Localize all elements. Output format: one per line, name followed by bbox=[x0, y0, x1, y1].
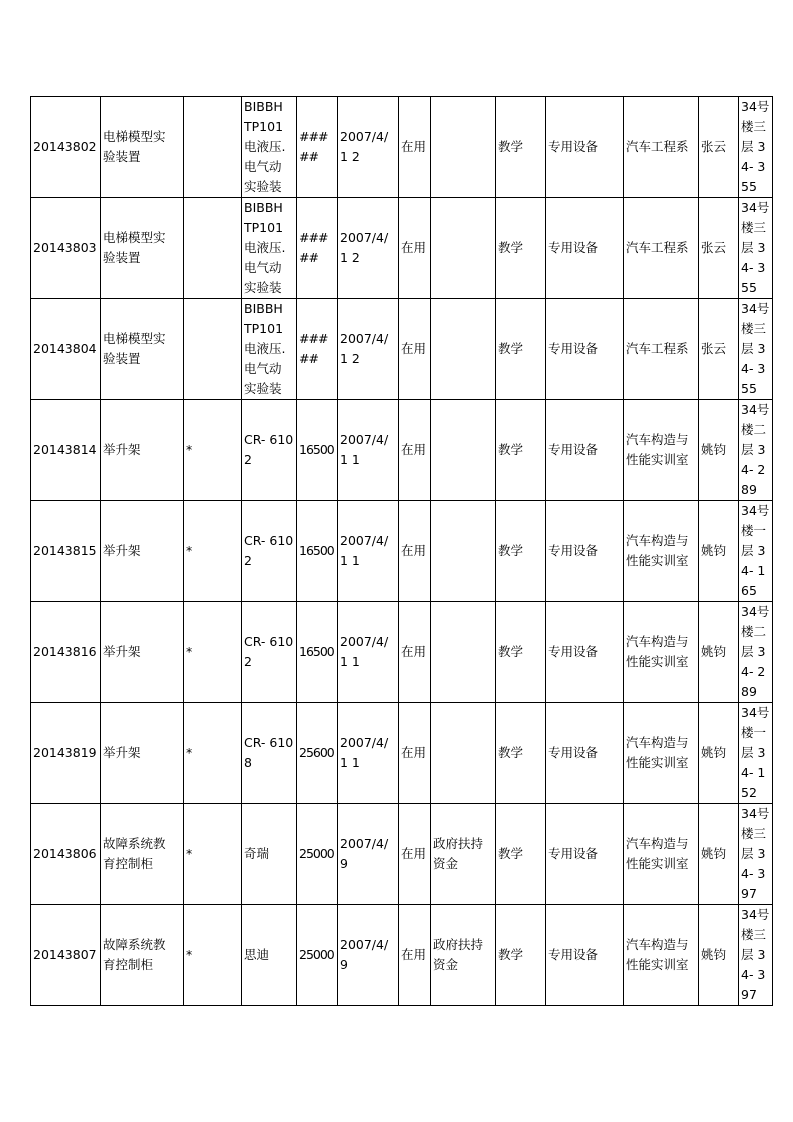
usage-cell: 教学 bbox=[496, 299, 546, 400]
date-cell: 2007/4/1 1 bbox=[338, 400, 399, 501]
date-cell: 2007/4/1 2 bbox=[338, 97, 399, 198]
table-body bbox=[31, 97, 773, 1006]
status-cell: 在用 bbox=[399, 400, 431, 501]
asset-id-cell: 20143803 bbox=[31, 198, 101, 299]
asset-name-cell: 举升架 bbox=[101, 501, 184, 602]
department-cell: 汽车构造与 性能实训室 bbox=[624, 905, 699, 1006]
table-row bbox=[31, 703, 773, 804]
mark-cell: * bbox=[184, 905, 242, 1006]
date-cell: 2007/4/9 bbox=[338, 804, 399, 905]
category-cell: 专用设备 bbox=[546, 299, 624, 400]
price-cell: ##### bbox=[297, 198, 338, 299]
status-cell: 在用 bbox=[399, 703, 431, 804]
location-cell: 34号 楼三 层 34- 397 bbox=[739, 804, 773, 905]
fund-source-cell bbox=[431, 400, 496, 501]
category-cell: 专用设备 bbox=[546, 703, 624, 804]
usage-cell: 教学 bbox=[496, 703, 546, 804]
category-cell: 专用设备 bbox=[546, 501, 624, 602]
keeper-cell: 姚钧 bbox=[699, 804, 739, 905]
usage-cell: 教学 bbox=[496, 400, 546, 501]
usage-cell: 教学 bbox=[496, 501, 546, 602]
model-cell: CR- 6102 bbox=[242, 602, 297, 703]
department-cell: 汽车构造与 性能实训室 bbox=[624, 501, 699, 602]
date-cell: 2007/4/1 1 bbox=[338, 501, 399, 602]
price-cell: 16500 bbox=[297, 501, 338, 602]
status-cell: 在用 bbox=[399, 804, 431, 905]
keeper-cell: 姚钧 bbox=[699, 400, 739, 501]
date-cell: 2007/4/1 2 bbox=[338, 198, 399, 299]
asset-id-cell: 20143804 bbox=[31, 299, 101, 400]
price-cell: 16500 bbox=[297, 400, 338, 501]
price-cell: 25600 bbox=[297, 703, 338, 804]
price-cell: 25000 bbox=[297, 905, 338, 1006]
table-row bbox=[31, 198, 773, 299]
model-cell: CR- 6102 bbox=[242, 501, 297, 602]
keeper-cell: 张云 bbox=[699, 198, 739, 299]
model-cell: BIBBH TP101 电液压. 电气动 实验装 bbox=[242, 299, 297, 400]
keeper-cell: 姚钧 bbox=[699, 501, 739, 602]
location-cell: 34号 楼三 层 34- 355 bbox=[739, 299, 773, 400]
asset-id-cell: 20143815 bbox=[31, 501, 101, 602]
table-row bbox=[31, 804, 773, 905]
model-cell: BIBBH TP101 电液压. 电气动 实验装 bbox=[242, 198, 297, 299]
location-cell: 34号 楼二 层 34- 289 bbox=[739, 602, 773, 703]
status-cell: 在用 bbox=[399, 97, 431, 198]
usage-cell: 教学 bbox=[496, 905, 546, 1006]
fund-source-cell: 政府扶持 资金 bbox=[431, 905, 496, 1006]
location-cell: 34号 楼三 层 34- 397 bbox=[739, 905, 773, 1006]
keeper-cell: 张云 bbox=[699, 97, 739, 198]
status-cell: 在用 bbox=[399, 905, 431, 1006]
asset-id-cell: 20143806 bbox=[31, 804, 101, 905]
fund-source-cell bbox=[431, 299, 496, 400]
location-cell: 34号 楼一 层 34- 152 bbox=[739, 703, 773, 804]
mark-cell: * bbox=[184, 602, 242, 703]
table-row bbox=[31, 299, 773, 400]
price-cell: ##### bbox=[297, 299, 338, 400]
status-cell: 在用 bbox=[399, 602, 431, 703]
department-cell: 汽车工程系 bbox=[624, 198, 699, 299]
mark-cell bbox=[184, 198, 242, 299]
asset-name-cell: 电梯模型实 验装置 bbox=[101, 299, 184, 400]
asset-table bbox=[30, 96, 773, 1006]
department-cell: 汽车构造与 性能实训室 bbox=[624, 602, 699, 703]
price-cell: ##### bbox=[297, 97, 338, 198]
keeper-cell: 姚钧 bbox=[699, 602, 739, 703]
date-cell: 2007/4/1 1 bbox=[338, 703, 399, 804]
model-cell: BIBBH TP101 电液压. 电气动 实验装 bbox=[242, 97, 297, 198]
model-cell: 奇瑞 bbox=[242, 804, 297, 905]
model-cell: 思迪 bbox=[242, 905, 297, 1006]
department-cell: 汽车构造与 性能实训室 bbox=[624, 804, 699, 905]
category-cell: 专用设备 bbox=[546, 905, 624, 1006]
asset-name-cell: 电梯模型实 验装置 bbox=[101, 97, 184, 198]
price-cell: 25000 bbox=[297, 804, 338, 905]
mark-cell: * bbox=[184, 804, 242, 905]
asset-id-cell: 20143816 bbox=[31, 602, 101, 703]
asset-id-cell: 20143802 bbox=[31, 97, 101, 198]
mark-cell: * bbox=[184, 400, 242, 501]
price-cell: 16500 bbox=[297, 602, 338, 703]
mark-cell: * bbox=[184, 703, 242, 804]
asset-name-cell: 举升架 bbox=[101, 400, 184, 501]
table-row bbox=[31, 602, 773, 703]
asset-id-cell: 20143819 bbox=[31, 703, 101, 804]
asset-name-cell: 故障系统教 育控制柜 bbox=[101, 804, 184, 905]
category-cell: 专用设备 bbox=[546, 400, 624, 501]
date-cell: 2007/4/1 2 bbox=[338, 299, 399, 400]
fund-source-cell bbox=[431, 703, 496, 804]
date-cell: 2007/4/1 1 bbox=[338, 602, 399, 703]
asset-name-cell: 电梯模型实 验装置 bbox=[101, 198, 184, 299]
department-cell: 汽车构造与 性能实训室 bbox=[624, 703, 699, 804]
status-cell: 在用 bbox=[399, 501, 431, 602]
table-row bbox=[31, 905, 773, 1006]
mark-cell: * bbox=[184, 501, 242, 602]
mark-cell bbox=[184, 97, 242, 198]
status-cell: 在用 bbox=[399, 198, 431, 299]
asset-name-cell: 举升架 bbox=[101, 602, 184, 703]
fund-source-cell bbox=[431, 602, 496, 703]
usage-cell: 教学 bbox=[496, 602, 546, 703]
department-cell: 汽车工程系 bbox=[624, 97, 699, 198]
keeper-cell: 姚钧 bbox=[699, 905, 739, 1006]
usage-cell: 教学 bbox=[496, 804, 546, 905]
fund-source-cell bbox=[431, 97, 496, 198]
keeper-cell: 姚钧 bbox=[699, 703, 739, 804]
mark-cell bbox=[184, 299, 242, 400]
fund-source-cell bbox=[431, 501, 496, 602]
table-row bbox=[31, 501, 773, 602]
table-row bbox=[31, 400, 773, 501]
location-cell: 34号 楼三 层 34- 355 bbox=[739, 198, 773, 299]
asset-name-cell: 举升架 bbox=[101, 703, 184, 804]
location-cell: 34号 楼一 层 34- 165 bbox=[739, 501, 773, 602]
asset-name-cell: 故障系统教 育控制柜 bbox=[101, 905, 184, 1006]
department-cell: 汽车工程系 bbox=[624, 299, 699, 400]
fund-source-cell bbox=[431, 198, 496, 299]
location-cell: 34号 楼二 层 34- 289 bbox=[739, 400, 773, 501]
category-cell: 专用设备 bbox=[546, 602, 624, 703]
asset-id-cell: 20143814 bbox=[31, 400, 101, 501]
location-cell: 34号 楼三 层 34- 355 bbox=[739, 97, 773, 198]
table-row bbox=[31, 97, 773, 198]
category-cell: 专用设备 bbox=[546, 97, 624, 198]
asset-id-cell: 20143807 bbox=[31, 905, 101, 1006]
model-cell: CR- 6108 bbox=[242, 703, 297, 804]
model-cell: CR- 6102 bbox=[242, 400, 297, 501]
usage-cell: 教学 bbox=[496, 97, 546, 198]
department-cell: 汽车构造与 性能实训室 bbox=[624, 400, 699, 501]
status-cell: 在用 bbox=[399, 299, 431, 400]
keeper-cell: 张云 bbox=[699, 299, 739, 400]
fund-source-cell: 政府扶持 资金 bbox=[431, 804, 496, 905]
category-cell: 专用设备 bbox=[546, 804, 624, 905]
usage-cell: 教学 bbox=[496, 198, 546, 299]
category-cell: 专用设备 bbox=[546, 198, 624, 299]
date-cell: 2007/4/9 bbox=[338, 905, 399, 1006]
